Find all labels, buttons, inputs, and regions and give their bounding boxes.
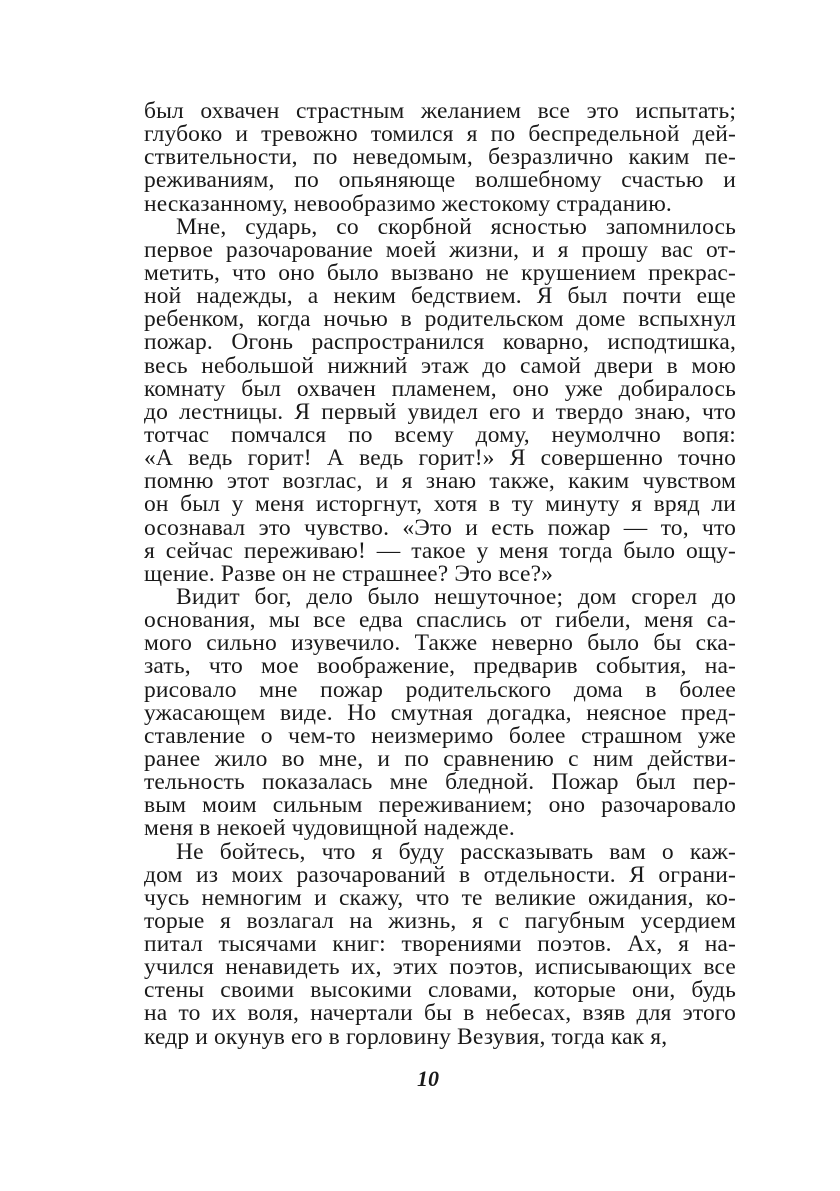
text-line: ной надежды, а неким бедствием. Я был почти еще [144,283,736,310]
text-line: «А ведь горит! А ведь горит!» Я совершенно точно [144,445,736,472]
text-line: был охвачен страстным желанием все это испытать; [144,98,736,124]
body-text [144,100,736,1049]
text-line: меня в некоей чудовищной надежде. [144,815,515,842]
text-line: помню этот возглас, и я знаю также, каким чувством [144,468,736,495]
page-number: 10 [417,1066,439,1091]
text-line: стены своими высокими словами, которые они, будь [144,977,736,1004]
text-line: торые я возлагал на жизнь, я с пагубным усердием [144,907,736,934]
text-line: реживаниям, по опьяняюще волшебному счастью и [144,167,736,194]
text-line: учился ненавидеть их, этих поэтов, исписывающих все [144,954,736,981]
text-line: весь небольшой нижний этаж до самой двери в мою [144,352,736,379]
text-line: мого сильно изувечило. Также неверно было бы ска- [144,630,736,657]
text-line: Не бойтесь, что я буду рассказывать вам о каж- [176,838,736,865]
text-line: дом из моих разочарований в отдельности. Я ограни- [144,861,736,888]
text-line: первое разочарование моей жизни, и я прошу вас от- [144,236,736,263]
paragraph [144,100,736,216]
text-line: вым моим сильным переживанием; оно разочаровало [144,792,736,819]
text-line: питал тысячами книг: творениями поэтов. Ах, я на- [144,931,736,958]
text-line: он был у меня исторгнут, хотя в ту минуту я вряд ли [144,491,736,518]
text-line: осознавал это чувство. «Это и есть пожар — то, что [144,514,736,541]
text-line: ребенком, когда ночью в родительском доме вспыхнул [144,306,736,333]
text-line: ранее жило во мне, и по сравнению с ним действи- [144,745,736,772]
paragraph [144,838,736,1050]
text-line: Мне, сударь, со скорбной ясностью запомнилось [176,213,736,240]
paragraph [144,213,736,587]
text-line: кедр и окунув его в горловину Везувия, тогда как я, [144,1023,668,1050]
text-line: на то их воля, начертали бы в небесах, взяв для этого [144,1000,736,1027]
text-line: до лестницы. Я первый увидел его и твердо знаю, что [144,398,736,425]
text-line: ставление о чем-то неизмеримо более страшном уже [144,722,736,749]
text-line: несказанному, невообразимо жестокому страданию. [144,190,672,217]
text-line: рисовало мне пожар родительского дома в более [144,676,736,703]
text-line: Видит бог, дело было нешуточное; дом сгорел до [176,583,736,610]
text-line: ствительности, по неведомым, безразлично каким пе- [144,144,736,171]
text-line: комнату был охвачен пламенем, оно уже добиралось [144,375,736,402]
paragraph [144,583,736,842]
text-line: основания, мы все едва спаслись от гибели, меня са- [144,607,736,634]
text-line: щение. Разве он не страшнее? Это все?» [144,560,554,587]
text-line: тотчас помчался по всему дому, неумолчно вопя: [144,421,736,448]
text-line: пожар. Огонь распространился коварно, исподтишка, [144,329,736,356]
text-line: я сейчас переживаю! — такое у меня тогда было ощу- [144,537,736,564]
text-line: ужасающем виде. Но смутная догадка, неясное пред- [144,699,736,726]
text-line: глубоко и тревожно томился я по беспредельной дей- [144,121,736,148]
text-line: тельность показалась мне бледной. Пожар был пер- [144,769,736,796]
text-line: зать, что мое воображение, предварив события, на- [144,653,736,680]
text-line: чусь немногим и скажу, что те великие ожидания, ко- [144,884,736,911]
text-line: метить, что оно было вызвано не крушением прекрас- [144,259,736,286]
